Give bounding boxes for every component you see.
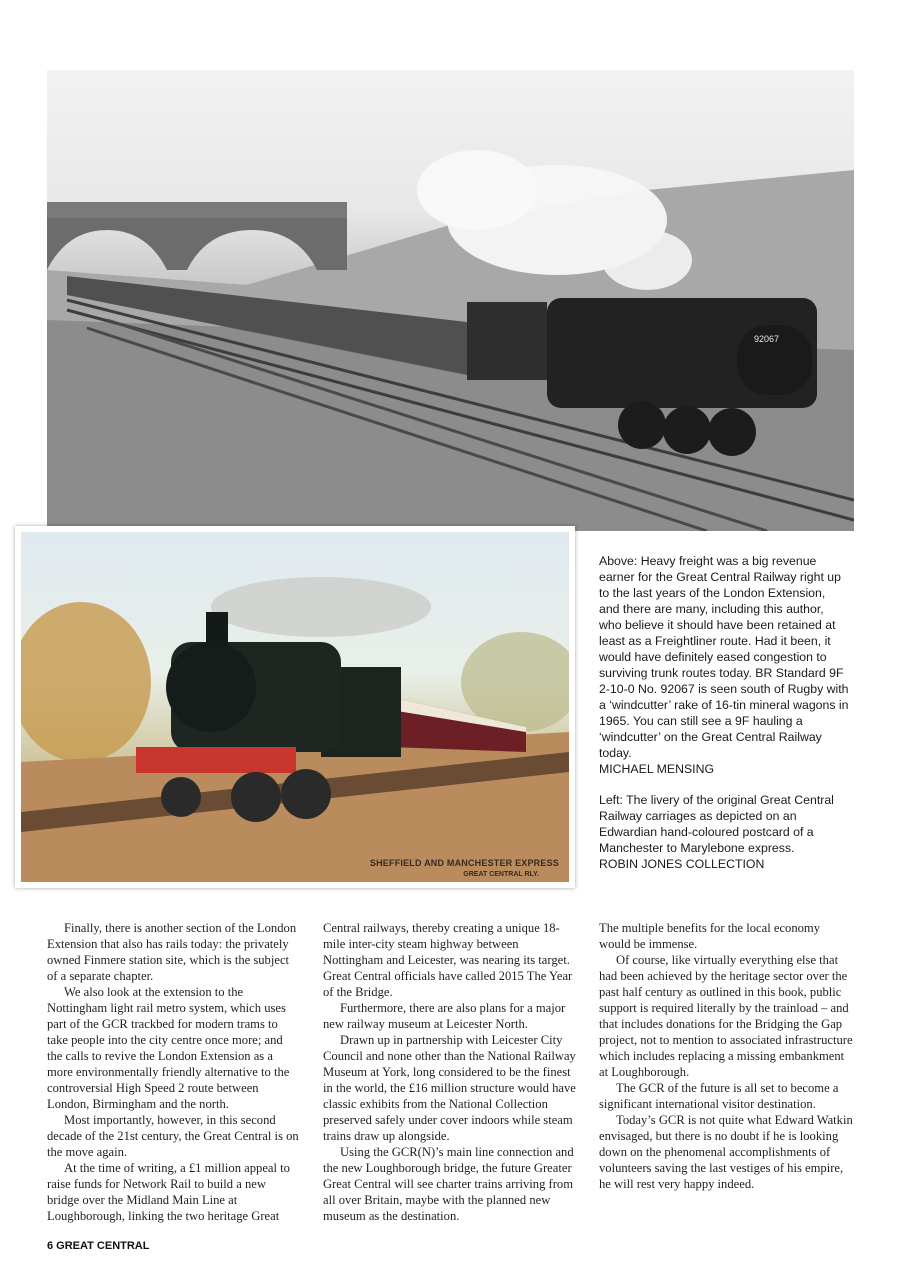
- paragraph: Central railways, thereby creating a unique 18-mile inter-city steam highway between Nottingham and Leicester, was nearing its target. Great Central officials have called 2015 The Year of the Bridge.: [323, 921, 573, 999]
- paragraph: Finally, there is another section of the London Extension that also has rails today: the privately owned Finmere station site, which is the subject of a separate chapter.: [47, 921, 297, 983]
- body-column-2: [323, 920, 577, 1224]
- express-train-illustration: [21, 532, 569, 882]
- body-column-3: [599, 920, 853, 1192]
- paragraph: The multiple benefits for the local economy would be immense.: [599, 921, 821, 951]
- paragraph: Most importantly, however, in this second decade of the 21st century, the Great Central is on the move again.: [47, 1113, 299, 1159]
- postcard-title: SHEFFIELD AND MANCHESTER EXPRESS: [369, 858, 559, 868]
- caption-left-credit: ROBIN JONES COLLECTION: [599, 857, 765, 871]
- paragraph: Of course, like virtually everything else that had been achieved by the heritage sector over the past half century as outlined in this book, public support is required literally by the trainload – and that includes donations for the Bridging the Gap project, not to mention to associated infrastructure which includes replacing a missing embankment at Loughborough.: [599, 953, 853, 1079]
- caption-left-text: Left: The livery of the original Great Central Railway carriages as depicted on an Edwardian hand-coloured postcard of a Manchester to Marylebone express.: [599, 793, 834, 855]
- paragraph: Drawn up in partnership with Leicester City Council and none other than the National Railway Museum at York, long considered to be the finest in the world, the £16 million structure would have classic exhibits from the National Collection preserved safely under cover indoors while steam trains draw up alongside.: [323, 1033, 576, 1143]
- caption-above: [599, 553, 849, 777]
- paragraph: We also look at the extension to the Nottingham light rail metro system, which uses part of the GCR trackbed for modern trams to take people into the city centre once more; and the calls to revive the London Extension as a more environmentally friendly alternative to the controversial High Speed 2 route between London, Birmingham and the north.: [47, 985, 290, 1111]
- caption-above-credit: MICHAEL MENSING: [599, 762, 715, 776]
- postcard-subtitle: GREAT CENTRAL RLY.: [463, 871, 539, 878]
- paragraph: Using the GCR(N)’s main line connection and the new Loughborough bridge, the future Greater Great Central will see charter trains arriving from all over Britain, maybe with the planned new museum as the destination.: [323, 1145, 574, 1223]
- body-column-1: [47, 920, 301, 1224]
- caption-above-text: Above: Heavy freight was a big revenue earner for the Great Central Railway right up to the last years of the London Extension, and there are many, including this author, who believe it should have been retained at least as a Freightliner route. Had it been, it would have definitely eased congestion to surviving trunk routes today. BR Standard 9F 2-10-0 No. 92067 is seen south of Rugby with a ‘windcutter’ rake of 16-tin mineral wagons in 1965. You can still see a 9F hauling a ‘windcutter’ on the Great Central Railway today.: [599, 554, 849, 760]
- freight-train-photo: [47, 70, 854, 531]
- paragraph: The GCR of the future is all set to become a significant international visitor destination.: [599, 1081, 839, 1111]
- paragraph: At the time of writing, a £1 million appeal to raise funds for Network Rail to build a new bridge over the Midland Main Line at Loughborough, linking the two heritage Great: [47, 1161, 290, 1223]
- caption-left: [599, 792, 849, 872]
- paragraph: Furthermore, there are also plans for a major new railway museum at Leicester North.: [323, 1001, 566, 1031]
- locomotive-number: 92067: [754, 334, 780, 344]
- paragraph: Today’s GCR is not quite what Edward Watkin envisaged, but there is no doubt if he is looking down on the phenomenal accomplishments of volunteers saving the last vestiges of his empire, he will rest very happy indeed.: [599, 1113, 853, 1191]
- freight-train-illustration: [47, 70, 854, 531]
- page-folio: 6 GREAT CENTRAL: [47, 1240, 150, 1252]
- postcard-photo: [15, 526, 575, 888]
